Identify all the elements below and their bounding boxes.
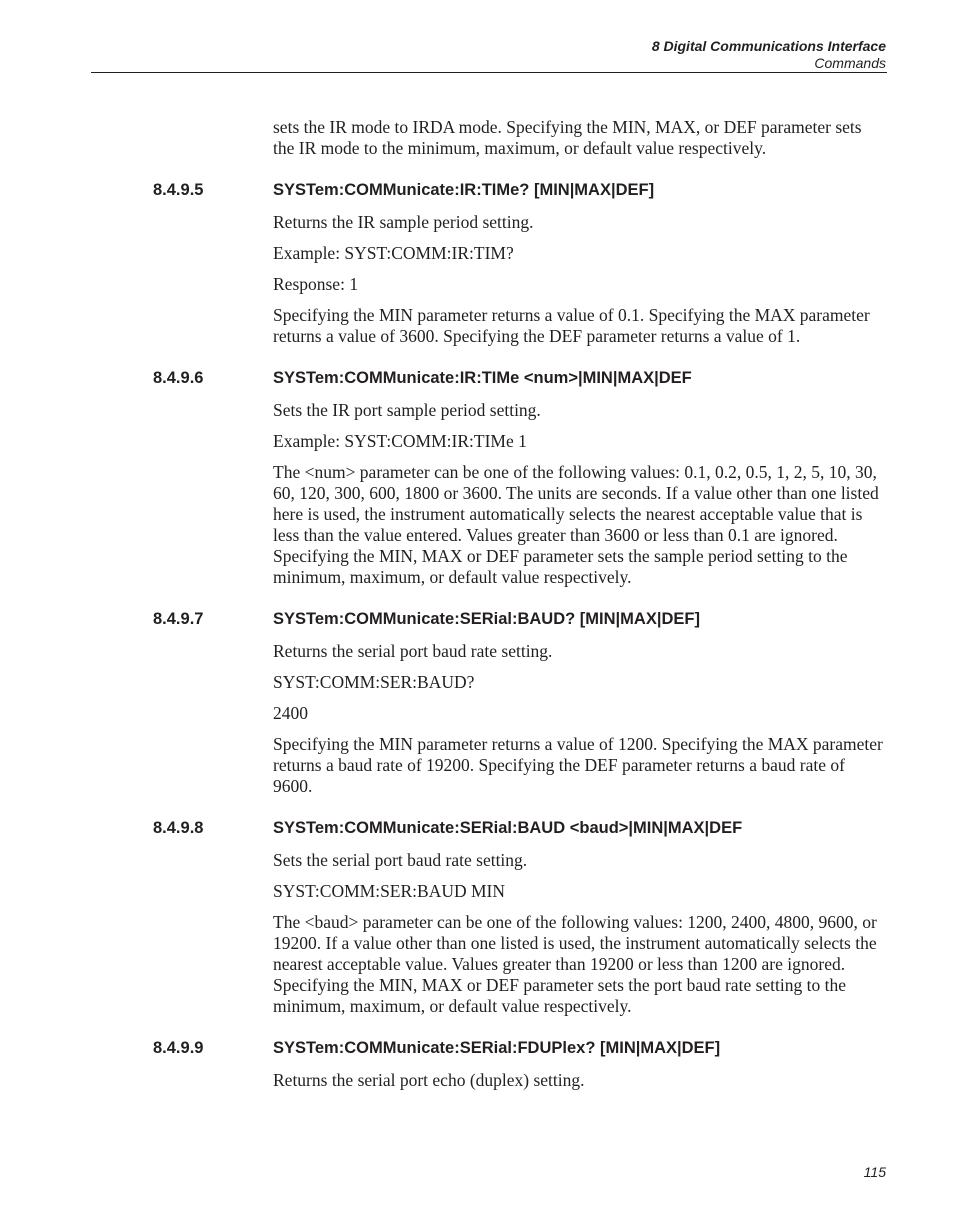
body-paragraph: Returns the serial port baud rate setting. <box>273 641 553 661</box>
body-paragraph: Sets the serial port baud rate setting. <box>273 850 528 870</box>
section-number: 8.4.9.5 <box>153 181 204 199</box>
running-header <box>652 38 886 72</box>
section-title: SYSTem:COMMunicate:SERial:FDUPlex? [MIN|MAX|DEF] <box>273 1039 721 1057</box>
section-number: 8.4.9.8 <box>153 819 204 837</box>
body-paragraph: Specifying the MIN parameter returns a value of 1200. Specifying the MAX parameter returns a baud rate of 19200. Specifying the DEF parameter returns a baud rate of 9600. <box>273 734 883 796</box>
response-paragraph: Response: 1 <box>273 274 359 294</box>
section-title: SYSTem:COMMunicate:SERial:BAUD <baud>|MIN|MAX|DEF <box>273 819 743 837</box>
header-rule <box>91 72 887 73</box>
section-title: SYSTem:COMMunicate:IR:TIMe <num>|MIN|MAX|DEF <box>273 369 692 387</box>
section-heading-8-4-9-6 <box>0 367 954 389</box>
example-paragraph: SYST:COMM:SER:BAUD MIN <box>273 881 506 901</box>
section-heading-8-4-9-7 <box>0 608 954 630</box>
intro-paragraph: sets the IR mode to IRDA mode. Specifying the MIN, MAX, or DEF parameter sets the IR mode to the minimum, maximum, or default value respectively. <box>273 117 862 158</box>
response-paragraph: 2400 <box>273 703 308 723</box>
section-number: 8.4.9.9 <box>153 1039 204 1057</box>
body-paragraph: The <baud> parameter can be one of the following values: 1200, 2400, 4800, 9600, or 19200. If a value other than one listed is used, the instrument automatically selects the nearest acceptable value. Values greater than 19200 or less than 1200 are ignored. Specifying the MIN, MAX or DEF parameter sets the port baud rate setting to the minimum, maximum, or default value respectively. <box>273 912 877 1016</box>
header-chapter-title: 8 Digital Communications Interface <box>651 38 886 54</box>
example-paragraph: Example: SYST:COMM:IR:TIM? <box>273 243 514 263</box>
section-heading-8-4-9-5 <box>0 179 954 201</box>
section-heading-8-4-9-9 <box>0 1037 954 1059</box>
page-body <box>0 117 954 1101</box>
body-paragraph: Specifying the MIN parameter returns a value of 0.1. Specifying the MAX parameter returns a value of 3600. Specifying the DEF parameter returns a value of 1. <box>273 305 870 346</box>
section-title: SYSTem:COMMunicate:IR:TIMe? [MIN|MAX|DEF] <box>273 181 655 199</box>
body-paragraph: The <num> parameter can be one of the following values: 0.1, 0.2, 0.5, 1, 2, 5, 10, 30, 60, 120, 300, 600, 1800 or 3600. The units are seconds. If a value other than one listed here is used, the instrument automatically selects the nearest acceptable value that is less than the value entered. Values greater than 3600 or less than 0.1 are ignored. Specifying the MIN, MAX or DEF parameter sets the sample period setting to the minimum, maximum, or default value respectively. <box>273 462 879 587</box>
section-heading-8-4-9-8 <box>0 817 954 839</box>
page-number: 115 <box>863 1164 886 1180</box>
body-paragraph: Sets the IR port sample period setting. <box>273 400 541 420</box>
section-number: 8.4.9.7 <box>153 610 204 628</box>
body-paragraph: Returns the serial port echo (duplex) setting. <box>273 1070 585 1090</box>
body-paragraph: Returns the IR sample period setting. <box>273 212 534 232</box>
example-paragraph: SYST:COMM:SER:BAUD? <box>273 672 475 692</box>
section-title: SYSTem:COMMunicate:SERial:BAUD? [MIN|MAX|DEF] <box>273 610 700 628</box>
example-paragraph: Example: SYST:COMM:IR:TIMe 1 <box>273 431 527 451</box>
section-number: 8.4.9.6 <box>153 369 204 387</box>
header-section-title: Commands <box>814 55 886 71</box>
